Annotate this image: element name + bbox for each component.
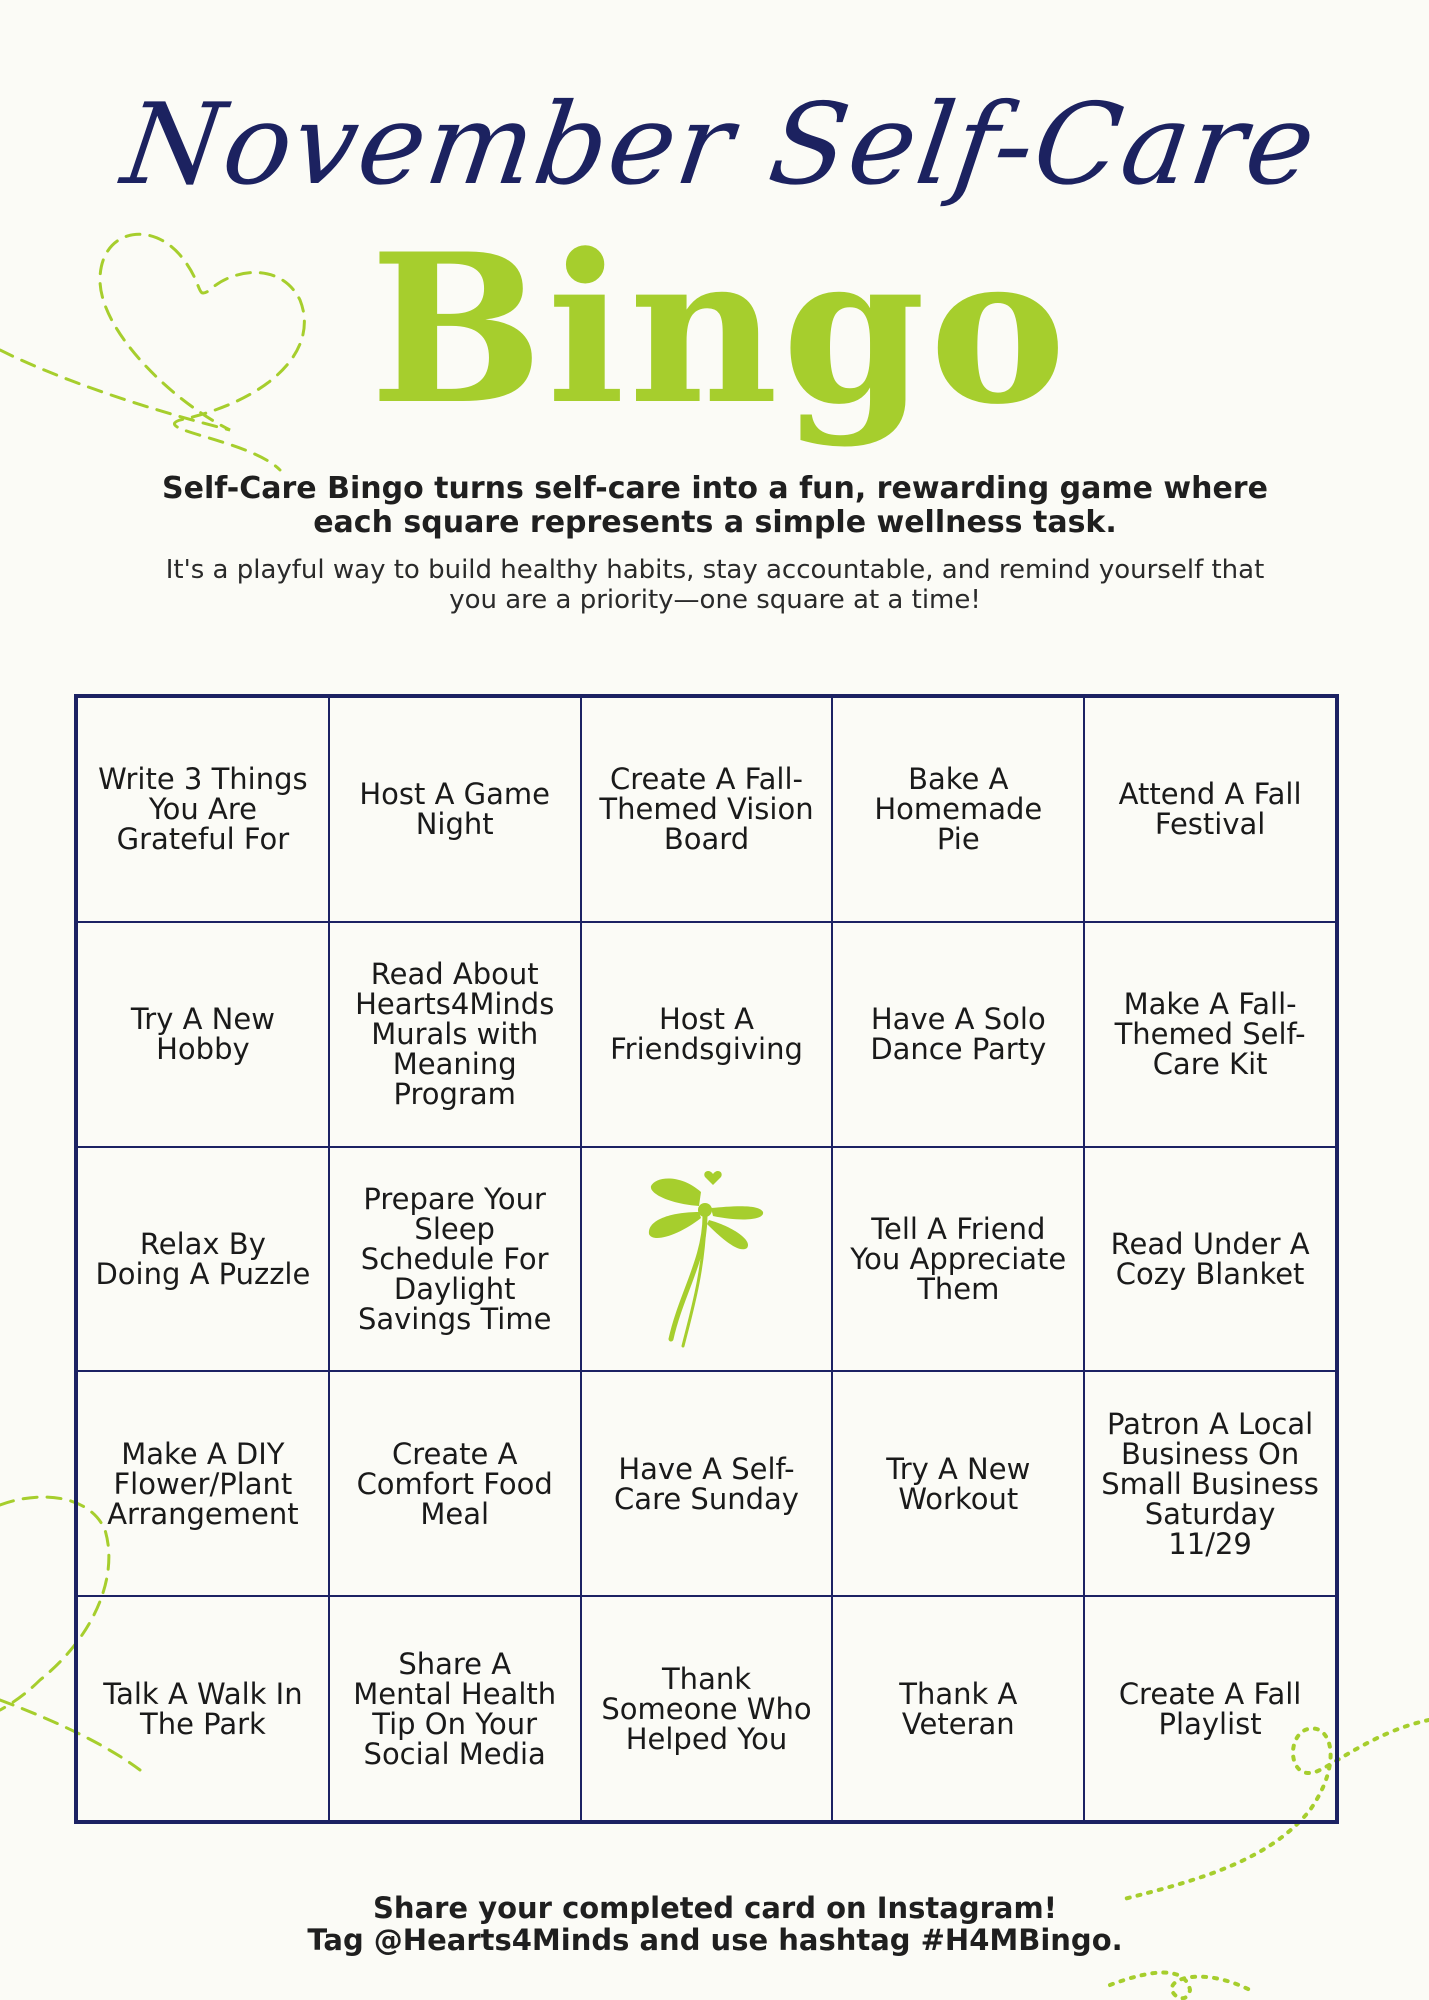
bingo-cell-label: Create A Fall Playlist bbox=[1118, 1676, 1302, 1741]
bingo-cell[interactable] bbox=[1084, 922, 1336, 1147]
bingo-cell-label: Talk A Walk In The Park bbox=[103, 1676, 303, 1741]
footer-line-1: Share your completed card on Instagram! bbox=[373, 1891, 1057, 1925]
title-bingo: Bingo bbox=[369, 210, 1071, 450]
bingo-cell-label: Host A Game Night bbox=[359, 777, 551, 842]
bingo-cell[interactable] bbox=[77, 1371, 329, 1596]
bingo-cell-label: Try A New Hobby bbox=[130, 1002, 275, 1067]
bingo-cell[interactable] bbox=[832, 697, 1084, 922]
bingo-cell[interactable] bbox=[1084, 1147, 1336, 1372]
bingo-cell-label: Write 3 Things You Are Grateful For bbox=[98, 762, 308, 857]
bingo-cell[interactable] bbox=[77, 1596, 329, 1821]
bingo-cell-label: Try A New Workout bbox=[886, 1451, 1031, 1516]
dragonfly-icon bbox=[641, 1164, 771, 1354]
bingo-cell-label: Host A Friendsgiving bbox=[610, 1002, 803, 1067]
bingo-cell[interactable] bbox=[832, 1371, 1084, 1596]
bingo-cell-label: Thank A Veteran bbox=[899, 1676, 1018, 1741]
bingo-cell[interactable] bbox=[581, 1371, 833, 1596]
bingo-grid bbox=[74, 694, 1339, 1824]
bingo-cell-label: Make A Fall-Themed Self-Care Kit bbox=[1114, 987, 1306, 1082]
bingo-cell-label: Read Under A Cozy Blanket bbox=[1110, 1226, 1310, 1291]
bingo-cell[interactable] bbox=[1084, 1371, 1336, 1596]
bingo-cell[interactable] bbox=[832, 1596, 1084, 1821]
bingo-cell-label: Share A Mental Health Tip On Your Social Media bbox=[353, 1646, 557, 1771]
heart-doodle-top-left bbox=[0, 234, 304, 470]
bingo-cell[interactable] bbox=[329, 1147, 581, 1372]
bingo-cell[interactable] bbox=[329, 1371, 581, 1596]
bingo-cell-label: Patron A Local Business On Small Business Saturday 11/29 bbox=[1101, 1406, 1319, 1561]
bingo-cell-label: Create A Comfort Food Meal bbox=[356, 1436, 553, 1531]
intro-regular-text: It's a playful way to build healthy habits, stay accountable, and remind yourself that you are a priority—one square at a time! bbox=[165, 555, 1265, 615]
bingo-cell-label: Have A Solo Dance Party bbox=[870, 1002, 1047, 1067]
bingo-cell[interactable] bbox=[77, 697, 329, 922]
intro-bold-text: Self-Care Bingo turns self-care into a fun, rewarding game where each square represents a simple wellness task. bbox=[162, 471, 1268, 540]
bingo-cell-label: Attend A Fall Festival bbox=[1118, 777, 1302, 842]
bingo-cell[interactable] bbox=[832, 922, 1084, 1147]
bingo-cell[interactable] bbox=[581, 1596, 833, 1821]
bingo-cell-label: Make A DIY Flower/Plant Arrangement bbox=[107, 1436, 299, 1531]
footer-line-2: Tag @Hearts4Minds and use hashtag #H4MBingo. bbox=[307, 1923, 1123, 1957]
loop-doodle-footer bbox=[1110, 1973, 1250, 1999]
bingo-cell[interactable] bbox=[77, 922, 329, 1147]
bingo-cell[interactable] bbox=[1084, 697, 1336, 922]
bingo-cell[interactable] bbox=[329, 1596, 581, 1821]
bingo-cell-label: Read About Hearts4Minds Murals with Meaning Program bbox=[355, 957, 555, 1112]
bingo-cell[interactable] bbox=[581, 697, 833, 922]
bingo-free-cell[interactable] bbox=[581, 1147, 833, 1372]
bingo-cell-label: Relax By Doing A Puzzle bbox=[95, 1226, 311, 1291]
bingo-cell-label: Create A Fall-Themed Vision Board bbox=[599, 762, 814, 857]
bingo-cell-label: Tell A Friend You Appreciate Them bbox=[850, 1211, 1067, 1306]
bingo-cell[interactable] bbox=[77, 1147, 329, 1372]
title-november-self-care: November Self-Care bbox=[115, 80, 1325, 210]
bingo-cell[interactable] bbox=[329, 697, 581, 922]
bingo-cell[interactable] bbox=[832, 1147, 1084, 1372]
bingo-cell[interactable] bbox=[1084, 1596, 1336, 1821]
bingo-cell-label: Thank Someone Who Helped You bbox=[601, 1661, 812, 1756]
footer-instructions bbox=[150, 1892, 1280, 1956]
bingo-cell[interactable] bbox=[581, 922, 833, 1147]
bingo-cell[interactable] bbox=[329, 922, 581, 1147]
bingo-cell-label: Prepare Your Sleep Schedule For Daylight Savings Time bbox=[357, 1181, 552, 1336]
bingo-cell-label: Have A Self-Care Sunday bbox=[614, 1451, 799, 1516]
bingo-cell-label: Bake A Homemade Pie bbox=[874, 762, 1043, 857]
